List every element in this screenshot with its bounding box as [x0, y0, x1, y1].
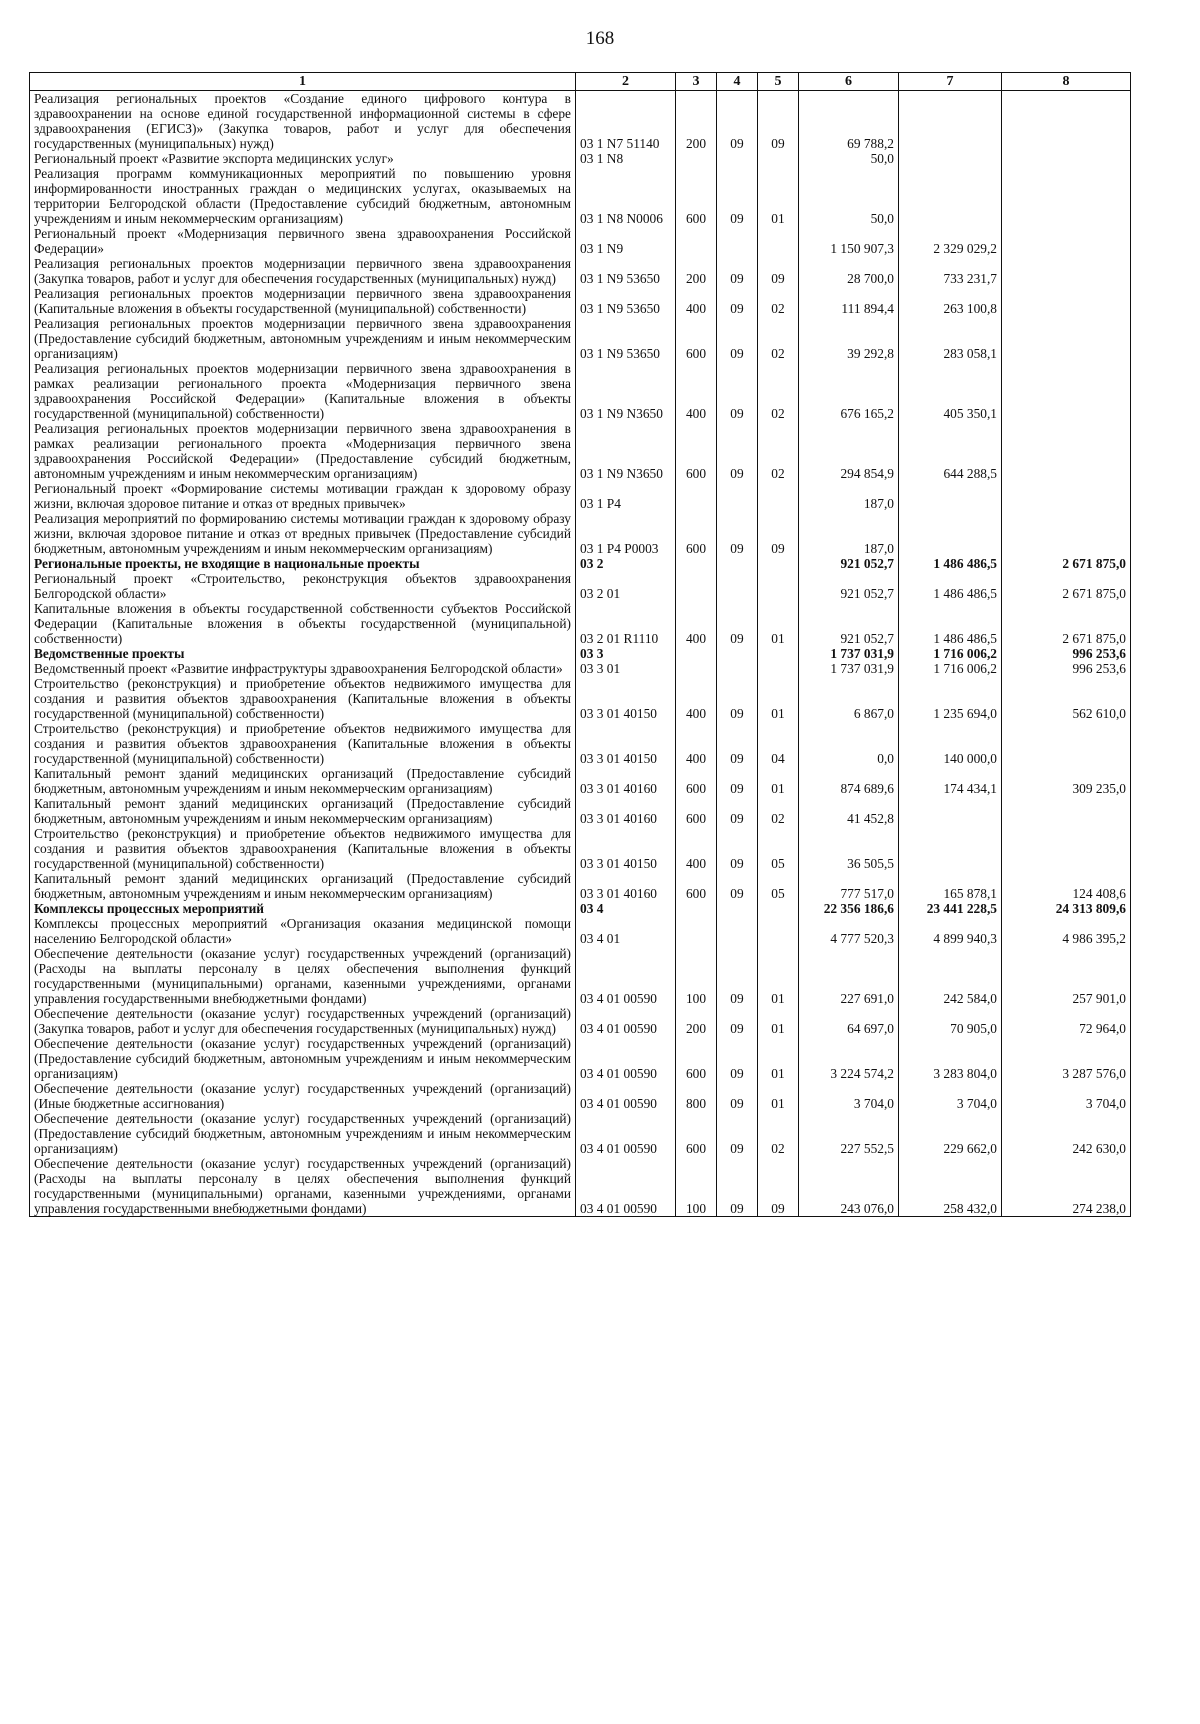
row-description: Региональный проект «Строительство, реконструкция объектов здравоохранения Белгородской области» [30, 571, 576, 601]
column-header-7: 7 [899, 73, 1002, 91]
row-subsection: 02 [758, 286, 799, 316]
row-subsection: 02 [758, 316, 799, 361]
row-code: 03 1 N8 N0006 [576, 166, 676, 226]
row-amount-col8: 4 986 395,2 [1002, 916, 1131, 946]
row-amount-col6: 3 704,0 [799, 1081, 899, 1111]
table-row [30, 1111, 1131, 1156]
row-section [717, 901, 758, 916]
column-header-8: 8 [1002, 73, 1131, 91]
row-amount-col7: 229 662,0 [899, 1111, 1002, 1156]
row-amount-col8 [1002, 151, 1131, 166]
row-section [717, 556, 758, 571]
row-description: Капитальный ремонт зданий медицинских организаций (Предоставление субсидий бюджетным, автономным учреждениям и иным некоммерческим организациям) [30, 871, 576, 901]
row-subsection: 01 [758, 766, 799, 796]
table-row [30, 646, 1131, 661]
row-amount-col7: 3 704,0 [899, 1081, 1002, 1111]
row-description: Строительство (реконструкция) и приобретение объектов недвижимого имущества для создания и развития объектов здравоохранения (Капитальные вложения в объекты государственной (муниципальной) собственности) [30, 721, 576, 766]
row-amount-col8 [1002, 166, 1131, 226]
row-subsection [758, 916, 799, 946]
row-section: 09 [717, 946, 758, 1006]
row-amount-col8: 309 235,0 [1002, 766, 1131, 796]
row-expense-type: 600 [676, 316, 717, 361]
row-amount-col6: 64 697,0 [799, 1006, 899, 1036]
row-description: Обеспечение деятельности (оказание услуг) государственных учреждений (организаций) (Предоставление субсидий бюджетным, автономным учреждениям и иным некоммерческим организациям) [30, 1111, 576, 1156]
row-amount-col8 [1002, 361, 1131, 421]
table-row [30, 766, 1131, 796]
row-expense-type: 600 [676, 166, 717, 226]
row-amount-col7: 1 486 486,5 [899, 556, 1002, 571]
row-description: Региональные проекты, не входящие в национальные проекты [30, 556, 576, 571]
row-section [717, 661, 758, 676]
row-description: Капитальный ремонт зданий медицинских организаций (Предоставление субсидий бюджетным, автономным учреждениям и иным некоммерческим организациям) [30, 796, 576, 826]
row-amount-col6: 921 052,7 [799, 556, 899, 571]
row-expense-type [676, 556, 717, 571]
row-section [717, 916, 758, 946]
row-amount-col7: 140 000,0 [899, 721, 1002, 766]
row-section: 09 [717, 721, 758, 766]
row-subsection: 09 [758, 511, 799, 556]
table-row [30, 91, 1131, 152]
row-amount-col6: 227 691,0 [799, 946, 899, 1006]
row-section: 09 [717, 826, 758, 871]
row-code: 03 2 01 R1110 [576, 601, 676, 646]
row-code: 03 3 01 [576, 661, 676, 676]
table-row [30, 151, 1131, 166]
row-amount-col6: 4 777 520,3 [799, 916, 899, 946]
row-amount-col7: 242 584,0 [899, 946, 1002, 1006]
row-code: 03 4 01 00590 [576, 946, 676, 1006]
row-description: Строительство (реконструкция) и приобретение объектов недвижимого имущества для создания и развития объектов здравоохранения (Капитальные вложения в объекты государственной (муниципальной) собственности) [30, 826, 576, 871]
row-code: 03 1 N9 N3650 [576, 421, 676, 481]
row-amount-col8: 562 610,0 [1002, 676, 1131, 721]
row-description: Капитальный ремонт зданий медицинских организаций (Предоставление субсидий бюджетным, автономным учреждениям и иным некоммерческим организациям) [30, 766, 576, 796]
row-code: 03 1 N9 [576, 226, 676, 256]
row-expense-type [676, 646, 717, 661]
row-amount-col7: 263 100,8 [899, 286, 1002, 316]
row-amount-col8 [1002, 91, 1131, 152]
row-amount-col8 [1002, 721, 1131, 766]
row-amount-col6: 1 150 907,3 [799, 226, 899, 256]
row-amount-col8: 257 901,0 [1002, 946, 1131, 1006]
row-description: Региональный проект «Развитие экспорта медицинских услуг» [30, 151, 576, 166]
row-amount-col6: 187,0 [799, 481, 899, 511]
row-code: 03 3 01 40160 [576, 871, 676, 901]
row-amount-col6: 50,0 [799, 151, 899, 166]
row-subsection: 05 [758, 871, 799, 901]
row-description: Реализация мероприятий по формированию системы мотивации граждан к здоровому образу жизни, включая здоровое питание и отказ от вредных привычек (Предоставление субсидий бюджетным, автономным учреждениям и иным некоммерческим организациям) [30, 511, 576, 556]
column-header-1: 1 [30, 73, 576, 91]
row-amount-col7: 1 716 006,2 [899, 661, 1002, 676]
row-code: 03 1 P4 [576, 481, 676, 511]
table-row [30, 901, 1131, 916]
row-expense-type [676, 901, 717, 916]
row-description: Реализация региональных проектов модернизации первичного звена здравоохранения (Предоставление субсидий бюджетным, автономным учреждениям и иным некоммерческим организациям) [30, 316, 576, 361]
row-amount-col6: 39 292,8 [799, 316, 899, 361]
row-expense-type: 100 [676, 1156, 717, 1217]
table-row [30, 721, 1131, 766]
row-amount-col8 [1002, 421, 1131, 481]
row-code: 03 1 N9 N3650 [576, 361, 676, 421]
row-expense-type: 400 [676, 676, 717, 721]
table-body [30, 91, 1131, 1217]
row-subsection: 09 [758, 1156, 799, 1217]
row-section [717, 151, 758, 166]
row-subsection: 09 [758, 256, 799, 286]
row-amount-col8: 124 408,6 [1002, 871, 1131, 901]
row-description: Ведомственные проекты [30, 646, 576, 661]
row-subsection: 01 [758, 676, 799, 721]
row-subsection: 01 [758, 1036, 799, 1081]
column-header-2: 2 [576, 73, 676, 91]
row-section: 09 [717, 676, 758, 721]
row-subsection: 09 [758, 91, 799, 152]
table-row [30, 316, 1131, 361]
row-expense-type: 400 [676, 721, 717, 766]
row-section: 09 [717, 166, 758, 226]
row-expense-type: 200 [676, 256, 717, 286]
row-expense-type: 600 [676, 421, 717, 481]
row-amount-col7: 1 716 006,2 [899, 646, 1002, 661]
row-subsection [758, 481, 799, 511]
row-expense-type [676, 481, 717, 511]
row-subsection [758, 151, 799, 166]
row-amount-col7 [899, 166, 1002, 226]
row-subsection: 01 [758, 166, 799, 226]
row-amount-col8 [1002, 826, 1131, 871]
row-amount-col6: 1 737 031,9 [799, 646, 899, 661]
row-expense-type: 600 [676, 871, 717, 901]
row-section: 09 [717, 91, 758, 152]
row-description: Обеспечение деятельности (оказание услуг) государственных учреждений (организаций) (Закупка товаров, работ и услуг для обеспечения государственных (муниципальных) нужд) [30, 1006, 576, 1036]
row-description: Обеспечение деятельности (оказание услуг) государственных учреждений (организаций) (Предоставление субсидий бюджетным, автономным учреждениям и иным некоммерческим организациям) [30, 1036, 576, 1081]
row-subsection [758, 556, 799, 571]
row-amount-col7: 70 905,0 [899, 1006, 1002, 1036]
row-amount-col7: 1 486 486,5 [899, 571, 1002, 601]
row-amount-col6: 1 737 031,9 [799, 661, 899, 676]
row-amount-col7 [899, 796, 1002, 826]
row-description: Капитальные вложения в объекты государственной собственности субъектов Российской Федерации (Капитальные вложения в объекты государственной (муниципальной) собственности) [30, 601, 576, 646]
table-row [30, 871, 1131, 901]
row-amount-col6: 22 356 186,6 [799, 901, 899, 916]
row-subsection: 02 [758, 421, 799, 481]
row-section: 09 [717, 421, 758, 481]
row-code: 03 1 P4 P0003 [576, 511, 676, 556]
row-expense-type: 400 [676, 826, 717, 871]
row-subsection [758, 646, 799, 661]
row-description: Реализация региональных проектов модернизации первичного звена здравоохранения в рамках реализации регионального проекта «Модернизация первичного звена здравоохранения Российской Федерации» (Капитальные вложения в объекты государственной (муниципальной) собственности) [30, 361, 576, 421]
row-amount-col7: 2 329 029,2 [899, 226, 1002, 256]
table-row [30, 286, 1131, 316]
row-subsection: 02 [758, 796, 799, 826]
column-header-3: 3 [676, 73, 717, 91]
row-amount-col8 [1002, 316, 1131, 361]
row-section: 09 [717, 1036, 758, 1081]
column-header-5: 5 [758, 73, 799, 91]
row-amount-col8: 996 253,6 [1002, 661, 1131, 676]
row-subsection: 02 [758, 1111, 799, 1156]
row-subsection: 02 [758, 361, 799, 421]
table-row [30, 166, 1131, 226]
row-amount-col6: 6 867,0 [799, 676, 899, 721]
table-row [30, 916, 1131, 946]
row-code: 03 3 01 40150 [576, 676, 676, 721]
row-amount-col8 [1002, 481, 1131, 511]
row-description: Ведомственный проект «Развитие инфраструктуры здравоохранения Белгородской области» [30, 661, 576, 676]
table-row [30, 826, 1131, 871]
table-row [30, 946, 1131, 1006]
row-amount-col7: 644 288,5 [899, 421, 1002, 481]
row-code: 03 1 N9 53650 [576, 316, 676, 361]
row-subsection: 05 [758, 826, 799, 871]
row-expense-type: 200 [676, 1006, 717, 1036]
row-description: Реализация региональных проектов модернизации первичного звена здравоохранения (Закупка товаров, работ и услуг для обеспечения государственных (муниципальных) нужд) [30, 256, 576, 286]
table-row [30, 796, 1131, 826]
row-amount-col8: 274 238,0 [1002, 1156, 1131, 1217]
row-amount-col6: 874 689,6 [799, 766, 899, 796]
row-amount-col8 [1002, 511, 1131, 556]
page-number: 168 [585, 28, 615, 49]
row-subsection [758, 661, 799, 676]
row-description: Реализация региональных проектов модернизации первичного звена здравоохранения (Капитальные вложения в объекты государственной (муниципальной) собственности) [30, 286, 576, 316]
row-amount-col6: 3 224 574,2 [799, 1036, 899, 1081]
row-expense-type: 600 [676, 796, 717, 826]
row-description: Обеспечение деятельности (оказание услуг) государственных учреждений (организаций) (Иные бюджетные ассигнования) [30, 1081, 576, 1111]
row-expense-type [676, 661, 717, 676]
row-amount-col6: 187,0 [799, 511, 899, 556]
row-expense-type [676, 151, 717, 166]
row-subsection [758, 226, 799, 256]
row-amount-col7: 165 878,1 [899, 871, 1002, 901]
row-amount-col7 [899, 481, 1002, 511]
row-subsection: 01 [758, 1006, 799, 1036]
row-amount-col8: 996 253,6 [1002, 646, 1131, 661]
row-description: Строительство (реконструкция) и приобретение объектов недвижимого имущества для создания и развития объектов здравоохранения (Капитальные вложения в объекты государственной (муниципальной) собственности) [30, 676, 576, 721]
row-expense-type: 400 [676, 286, 717, 316]
row-amount-col6: 777 517,0 [799, 871, 899, 901]
row-code: 03 3 01 40150 [576, 721, 676, 766]
row-subsection: 01 [758, 946, 799, 1006]
table-row [30, 1006, 1131, 1036]
row-code: 03 1 N9 53650 [576, 256, 676, 286]
row-expense-type: 600 [676, 766, 717, 796]
row-code: 03 4 01 00590 [576, 1156, 676, 1217]
row-description: Обеспечение деятельности (оказание услуг) государственных учреждений (организаций) (Расходы на выплаты персоналу в целях обеспечения выполнения функций государственными (муниципальными) органами, казенными учреждениями, органами управления государственными внебюджетными фондами) [30, 1156, 576, 1217]
row-section: 09 [717, 1111, 758, 1156]
row-subsection [758, 901, 799, 916]
row-subsection: 01 [758, 601, 799, 646]
row-amount-col7: 23 441 228,5 [899, 901, 1002, 916]
row-amount-col6: 921 052,7 [799, 601, 899, 646]
row-amount-col7 [899, 91, 1002, 152]
row-amount-col7: 1 235 694,0 [899, 676, 1002, 721]
row-amount-col7: 4 899 940,3 [899, 916, 1002, 946]
row-amount-col6: 0,0 [799, 721, 899, 766]
row-amount-col7 [899, 511, 1002, 556]
table-row [30, 361, 1131, 421]
row-description: Реализация региональных проектов модернизации первичного звена здравоохранения в рамках реализации регионального проекта «Модернизация первичного звена здравоохранения Российской Федерации» (Предоставление субсидий бюджетным, автономным учреждениям и иным некоммерческим организациям) [30, 421, 576, 481]
row-amount-col7 [899, 151, 1002, 166]
row-amount-col6: 243 076,0 [799, 1156, 899, 1217]
row-amount-col8: 2 671 875,0 [1002, 601, 1131, 646]
table-row [30, 421, 1131, 481]
row-amount-col8: 3 287 576,0 [1002, 1036, 1131, 1081]
table-row [30, 256, 1131, 286]
row-description: Реализация программ коммуникационных мероприятий по повышению уровня информированности иностранных граждан о медицинских услугах, оказываемых на территории Белгородской области (Предоставление субсидий бюджетным, автономным учреждениям и иным некоммерческим организациям) [30, 166, 576, 226]
table-row [30, 481, 1131, 511]
row-amount-col7: 733 231,7 [899, 256, 1002, 286]
row-amount-col6: 227 552,5 [799, 1111, 899, 1156]
table-row [30, 511, 1131, 556]
row-amount-col7 [899, 826, 1002, 871]
row-amount-col6: 50,0 [799, 166, 899, 226]
row-amount-col8: 2 671 875,0 [1002, 556, 1131, 571]
row-section: 09 [717, 1156, 758, 1217]
row-subsection [758, 571, 799, 601]
row-section [717, 571, 758, 601]
row-amount-col7: 174 434,1 [899, 766, 1002, 796]
table-row [30, 1081, 1131, 1111]
table-row [30, 226, 1131, 256]
row-description: Комплексы процессных мероприятий [30, 901, 576, 916]
row-section: 09 [717, 511, 758, 556]
row-code: 03 3 01 40160 [576, 766, 676, 796]
row-expense-type: 400 [676, 601, 717, 646]
row-section: 09 [717, 286, 758, 316]
row-section [717, 481, 758, 511]
row-code: 03 2 01 [576, 571, 676, 601]
row-subsection: 04 [758, 721, 799, 766]
row-amount-col8 [1002, 226, 1131, 256]
row-amount-col6: 921 052,7 [799, 571, 899, 601]
row-amount-col6: 41 452,8 [799, 796, 899, 826]
table-header-row [30, 73, 1131, 91]
row-section: 09 [717, 1006, 758, 1036]
row-amount-col8: 72 964,0 [1002, 1006, 1131, 1036]
row-expense-type: 600 [676, 511, 717, 556]
row-amount-col8 [1002, 796, 1131, 826]
row-amount-col8 [1002, 286, 1131, 316]
row-amount-col7: 258 432,0 [899, 1156, 1002, 1217]
row-section: 09 [717, 766, 758, 796]
row-code: 03 4 01 00590 [576, 1006, 676, 1036]
row-amount-col6: 111 894,4 [799, 286, 899, 316]
row-expense-type [676, 226, 717, 256]
row-amount-col8: 2 671 875,0 [1002, 571, 1131, 601]
row-expense-type: 600 [676, 1036, 717, 1081]
table-row [30, 571, 1131, 601]
row-code: 03 1 N8 [576, 151, 676, 166]
row-code: 03 4 01 [576, 916, 676, 946]
row-description: Реализация региональных проектов «Создание единого цифрового контура в здравоохранении на основе единой государственной информационной системы в сфере здравоохранения (ЕГИСЗ)» (Закупка товаров, работ и услуг для обеспечения государственных (муниципальных) нужд) [30, 91, 576, 152]
row-subsection: 01 [758, 1081, 799, 1111]
row-expense-type: 100 [676, 946, 717, 1006]
row-section: 09 [717, 256, 758, 286]
table-row [30, 1036, 1131, 1081]
row-amount-col6: 294 854,9 [799, 421, 899, 481]
row-amount-col8 [1002, 256, 1131, 286]
row-amount-col7: 283 058,1 [899, 316, 1002, 361]
row-code: 03 2 [576, 556, 676, 571]
table-row [30, 601, 1131, 646]
row-code: 03 4 [576, 901, 676, 916]
row-amount-col6: 36 505,5 [799, 826, 899, 871]
row-code: 03 1 N9 53650 [576, 286, 676, 316]
row-code: 03 4 01 00590 [576, 1081, 676, 1111]
row-expense-type: 800 [676, 1081, 717, 1111]
row-section: 09 [717, 361, 758, 421]
table-row [30, 556, 1131, 571]
row-section [717, 646, 758, 661]
table-row [30, 676, 1131, 721]
row-expense-type: 200 [676, 91, 717, 152]
row-description: Комплексы процессных мероприятий «Организация оказания медицинской помощи населению Белгородской области» [30, 916, 576, 946]
row-description: Региональный проект «Формирование системы мотивации граждан к здоровому образу жизни, включая здоровое питание и отказ от вредных привычек» [30, 481, 576, 511]
row-amount-col7: 1 486 486,5 [899, 601, 1002, 646]
row-amount-col7: 3 283 804,0 [899, 1036, 1002, 1081]
row-section: 09 [717, 796, 758, 826]
row-amount-col8: 242 630,0 [1002, 1111, 1131, 1156]
row-amount-col8: 3 704,0 [1002, 1081, 1131, 1111]
row-expense-type [676, 916, 717, 946]
row-section [717, 226, 758, 256]
row-amount-col8: 24 313 809,6 [1002, 901, 1131, 916]
row-description: Обеспечение деятельности (оказание услуг) государственных учреждений (организаций) (Расходы на выплаты персоналу в целях обеспечения выполнения функций государственными (муниципальными) органами, казенными учреждениями, органами управления государственными внебюджетными фондами) [30, 946, 576, 1006]
row-expense-type: 400 [676, 361, 717, 421]
row-code: 03 3 01 40150 [576, 826, 676, 871]
row-section: 09 [717, 601, 758, 646]
row-amount-col6: 28 700,0 [799, 256, 899, 286]
row-section: 09 [717, 1081, 758, 1111]
row-code: 03 4 01 00590 [576, 1111, 676, 1156]
column-header-4: 4 [717, 73, 758, 91]
row-amount-col7: 405 350,1 [899, 361, 1002, 421]
row-expense-type [676, 571, 717, 601]
row-description: Региональный проект «Модернизация первичного звена здравоохранения Российской Федерации» [30, 226, 576, 256]
row-code: 03 4 01 00590 [576, 1036, 676, 1081]
row-code: 03 1 N7 51140 [576, 91, 676, 152]
row-expense-type: 600 [676, 1111, 717, 1156]
budget-table [29, 72, 1131, 1217]
row-section: 09 [717, 871, 758, 901]
row-amount-col6: 676 165,2 [799, 361, 899, 421]
row-amount-col6: 69 788,2 [799, 91, 899, 152]
table-row [30, 661, 1131, 676]
table-row [30, 1156, 1131, 1217]
row-code: 03 3 [576, 646, 676, 661]
row-section: 09 [717, 316, 758, 361]
column-header-6: 6 [799, 73, 899, 91]
row-code: 03 3 01 40160 [576, 796, 676, 826]
